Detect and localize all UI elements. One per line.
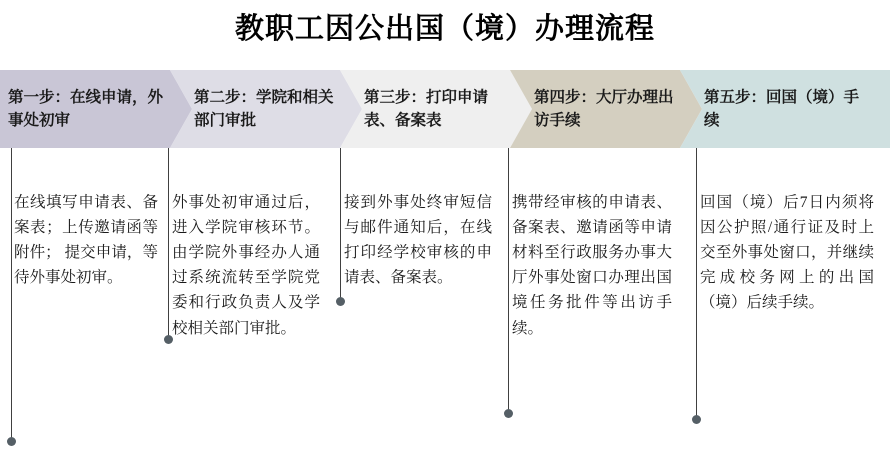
chevron-step-4[interactable]: [510, 70, 702, 148]
step-body-3: 接到外事处终审短信与邮件通知后，在线打印经学校审核的申请表、备案表。: [344, 194, 492, 287]
page-title: 教职工因公出国（境）办理流程: [234, 13, 655, 45]
connector-line-1: [11, 148, 12, 440]
chevron-step-1[interactable]: [0, 70, 192, 148]
chevron-label-4: 第四步：大厅办理出访手续: [534, 88, 674, 129]
step-body-1: 在线填写申请表、备案表；上传邀请函等附件； 提交申请，等待外事处初审。: [14, 194, 158, 287]
step-body-4: 携带经审核的申请表、备案表、邀请函等申请材料至行政服务办事大厅外事处窗口办理出国境任务批件等出访手续。: [512, 194, 672, 337]
connector-line-3: [340, 148, 341, 300]
connector-dot-1: [7, 437, 16, 446]
connector-line-5: [696, 148, 697, 418]
chevron-step-2[interactable]: [170, 70, 362, 148]
connector-dot-3: [336, 297, 345, 306]
chevron-step-3[interactable]: [340, 70, 532, 148]
step-body-2: 外事处初审通过后，进入学院审核环节。由学院外事经办人通过系统流转至学院党委和行政负责人及学校相关部门审批。: [172, 194, 320, 337]
connector-line-2: [168, 148, 169, 338]
connector-dot-4: [504, 409, 513, 418]
connector-line-4: [508, 148, 509, 412]
connector-dot-5: [692, 415, 701, 424]
chevron-label-1: 第一步：在线申请，外事处初审: [8, 88, 164, 129]
chevron-label-5: 第五步：回国（境）手续: [704, 88, 860, 129]
chevron-band: [0, 70, 890, 148]
chevron-label-2: 第二步：学院和相关部门审批: [194, 88, 334, 129]
step-body-5: 回国（境）后7日内须将因公护照/通行证及时上交至外事处窗口，并继续完成校务网上的出国（境）后续手续。: [700, 194, 874, 312]
chevron-label-3: 第三步：打印申请表、备案表: [364, 88, 489, 129]
chevron-step-5[interactable]: [680, 70, 890, 148]
connector-dot-2: [164, 335, 173, 344]
